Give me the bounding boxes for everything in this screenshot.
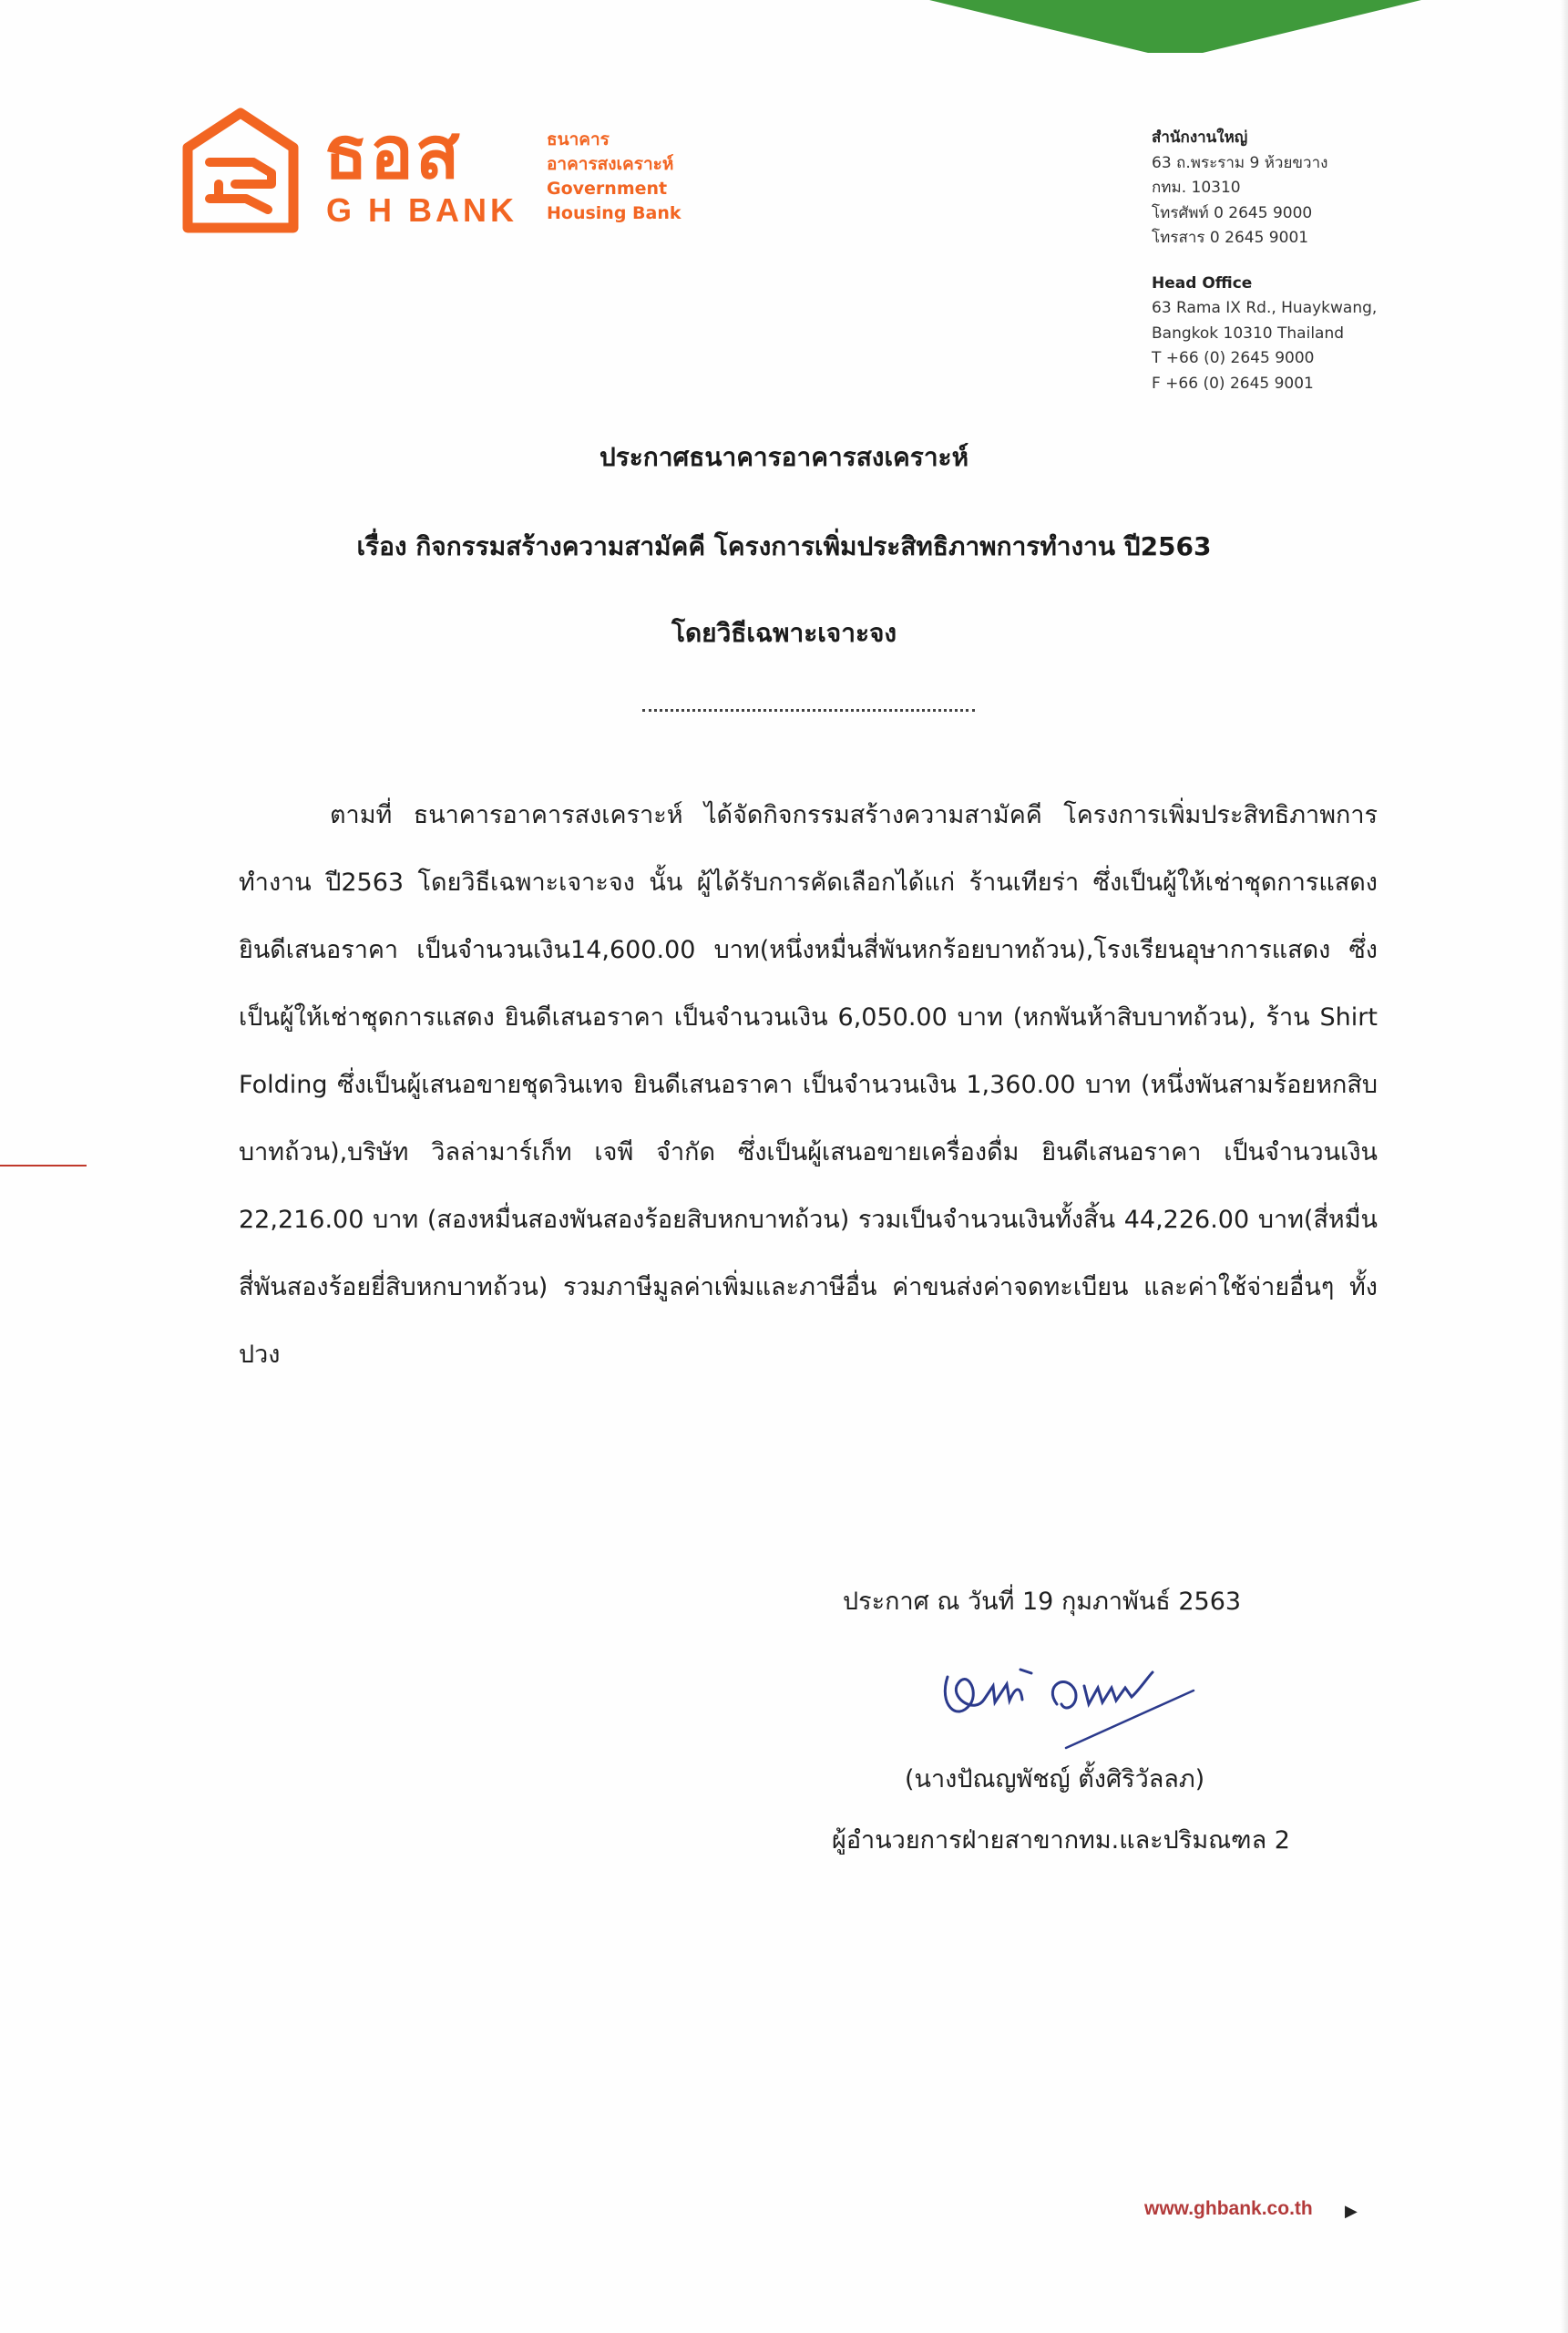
dotted-separator xyxy=(642,709,975,712)
head-office-address xyxy=(1152,126,1377,396)
signer-name: (นางปัณญพัชญ์ ตั้งศิริวัลลภ) xyxy=(905,1765,1205,1793)
green-header-tab xyxy=(929,0,1421,55)
handwritten-signature xyxy=(929,1650,1203,1750)
bank-name-block xyxy=(547,128,682,226)
subject-title: เรื่อง กิจกรรมสร้างความสามัคคี โครงการเพิ่มประสิทธิภาพการทำงาน ปี2563 xyxy=(356,531,1212,561)
logo-english-text: G H BANK xyxy=(326,191,518,229)
logo-thai-text: ธอส xyxy=(323,110,462,195)
website-link[interactable]: www.ghbank.co.th xyxy=(1144,2198,1313,2219)
signer-position: ผู้อำนวยการฝ่ายสาขากทม.และปริมณฑล 2 xyxy=(832,1826,1290,1855)
announcement-date: ประกาศ ณ วันที่ 19 กุมภาพันธ์ 2563 xyxy=(843,1588,1242,1616)
phone-line: โทรศัพท์ 0 2645 9000 xyxy=(1152,203,1313,222)
bank-name-line: Housing Bank xyxy=(547,203,682,223)
arrow-right-icon: ▶ xyxy=(1345,2202,1358,2221)
scan-edge-shadow xyxy=(1561,0,1568,2333)
address-line: Bangkok 10310 Thailand xyxy=(1152,324,1345,343)
house-hand-logo-icon xyxy=(182,108,299,240)
bank-name-line: Government xyxy=(547,179,668,199)
address-line: 63 ถ.พระราม 9 ห้วยขวาง xyxy=(1152,153,1328,172)
bank-name-line: ธนาคาร xyxy=(547,129,610,149)
fax-line: F +66 (0) 2645 9001 xyxy=(1152,374,1314,393)
fax-line: โทรสาร 0 2645 9001 xyxy=(1152,229,1309,247)
body-paragraph: ตามที่ ธนาคารอาคารสงเคราะห์ ได้จัดกิจกรรมสร้างความสามัคคี โครงการเพิ่มประสิทธิภาพการทำงาน ปี2563 โดยวิธีเฉพาะเจาะจง นั้น ผู้ได้รับการคัดเลือกได้แก่ ร้านเทียร่า ซึ่งเป็นผู้ให้เช่าชุดการแสดง ยินดีเสนอราคา เป็นจำนวนเงิน14,600.00 บาท(หนึ่งหมื่นสี่พันหกร้อยบาทถ้วน),โรงเรียนอุษาการแสดง ซึ่งเป็นผู้ให้เช่าชุดการแสดง ยินดีเสนอราคา เป็นจำนวนเงิน 6,050.00 บาท (หกพันห้าสิบบาทถ้วน), ร้าน Shirt Folding ซึ่งเป็นผู้เสนอขายชุดวินเทจ ยินดีเสนอราคา เป็นจำนวนเงิน 1,360.00 บาท (หนึ่งพันสามร้อยหกสิบบาทถ้วน),บริษัท วิลล่ามาร์เก็ท เจพี จำกัด ซึ่งเป็นผู้เสนอขายเครื่องดื่ม ยินดีเสนอราคา เป็นจำนวนเงิน 22,216.00 บาท (สองหมื่นสองพันสองร้อยสิบหกบาทถ้วน) รวมเป็นจำนวนเงินทั้งสิ้น 44,226.00 บาท(สี่หมื่นสี่พันสองร้อยยี่สิบหกบาทถ้วน) รวมภาษีมูลค่าเพิ่มและภาษีอื่น ค่าขนส่งค่าจดทะเบียน และค่าใช้จ่ายอื่นๆ ทั้งปวง xyxy=(239,801,1378,1369)
announcement-body xyxy=(239,782,1378,1389)
announcement-title: ประกาศธนาคารอาคารสงเคราะห์ xyxy=(599,442,969,472)
address-line: กทม. 10310 xyxy=(1152,179,1241,197)
bank-name-line: อาคารสงเคราะห์ xyxy=(547,154,674,174)
method-title: โดยวิธีเฉพาะเจาะจง xyxy=(671,618,897,648)
margin-fold-mark xyxy=(0,1165,87,1166)
address-english-label: Head Office xyxy=(1152,273,1253,293)
phone-line: T +66 (0) 2645 9000 xyxy=(1152,349,1315,367)
address-line: 63 Rama IX Rd., Huaykwang, xyxy=(1152,299,1378,317)
address-thai-label: สำนักงานใหญ่ xyxy=(1152,128,1248,147)
